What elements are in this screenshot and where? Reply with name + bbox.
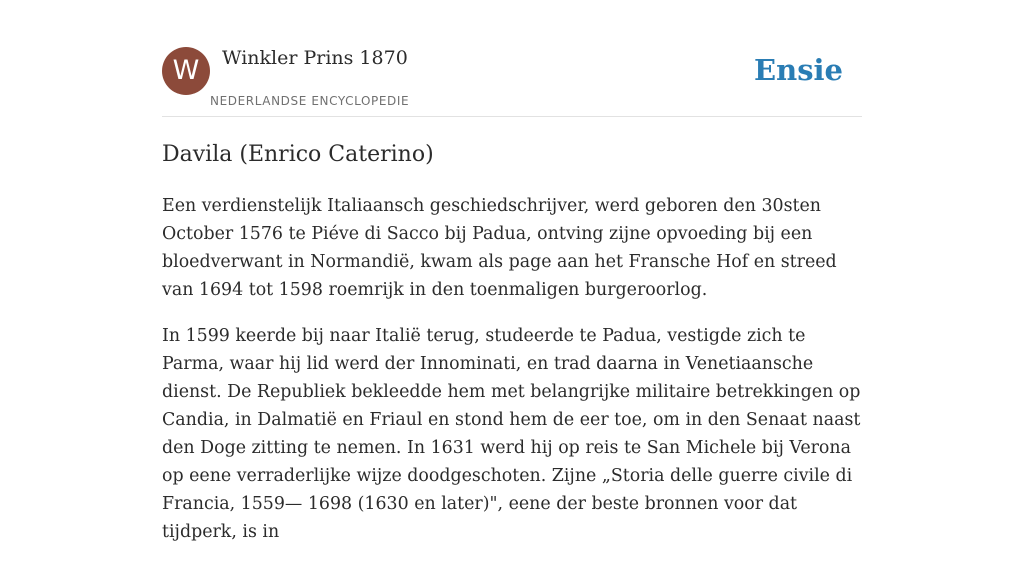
source-header: [162, 46, 862, 117]
source-title-link[interactable]: Winkler Prins 1870: [222, 47, 408, 69]
source-avatar[interactable]: W: [162, 47, 210, 95]
source-subtitle: NEDERLANDSE ENCYCLOPEDIE: [210, 94, 410, 108]
article-paragraph: Een verdienstelijk Italiaansch geschiedschrijver, werd geboren den 30sten October 1576 te Piéve di Sacco bij Padua, ontving zijne opvoeding bij een bloedverwant in Normandië, kwam als page aan het Fransche Hof en streed van 1694 tot 1598 roemrijk in den toenmaligen burgeroorlog.: [162, 196, 837, 300]
article-title: Davila (Enrico Caterino): [162, 142, 434, 167]
article-body: [162, 192, 862, 564]
ensie-logo[interactable]: Ensie: [754, 53, 843, 87]
article-paragraph: In 1599 keerde bij naar Italië terug, studeerde te Padua, vestigde zich te Parma, waar hij lid werd der Innominati, en trad daarna in Venetiaansche dienst. De Republiek bekleedde hem met belangrijke militaire betrekkingen op Candia, in Dalmatië en Friaul en stond hem de eer toe, om in den Senaat naast den Doge zitting te nemen. In 1631 werd hij op reis te San Michele bij Verona op eene verraderlijke wijze doodgeschoten. Zijne „Storia delle guerre civile di Francia, 1559— 1698 (1630 en later)", eene der beste bronnen voor dat tijdperk, is in: [162, 326, 861, 542]
